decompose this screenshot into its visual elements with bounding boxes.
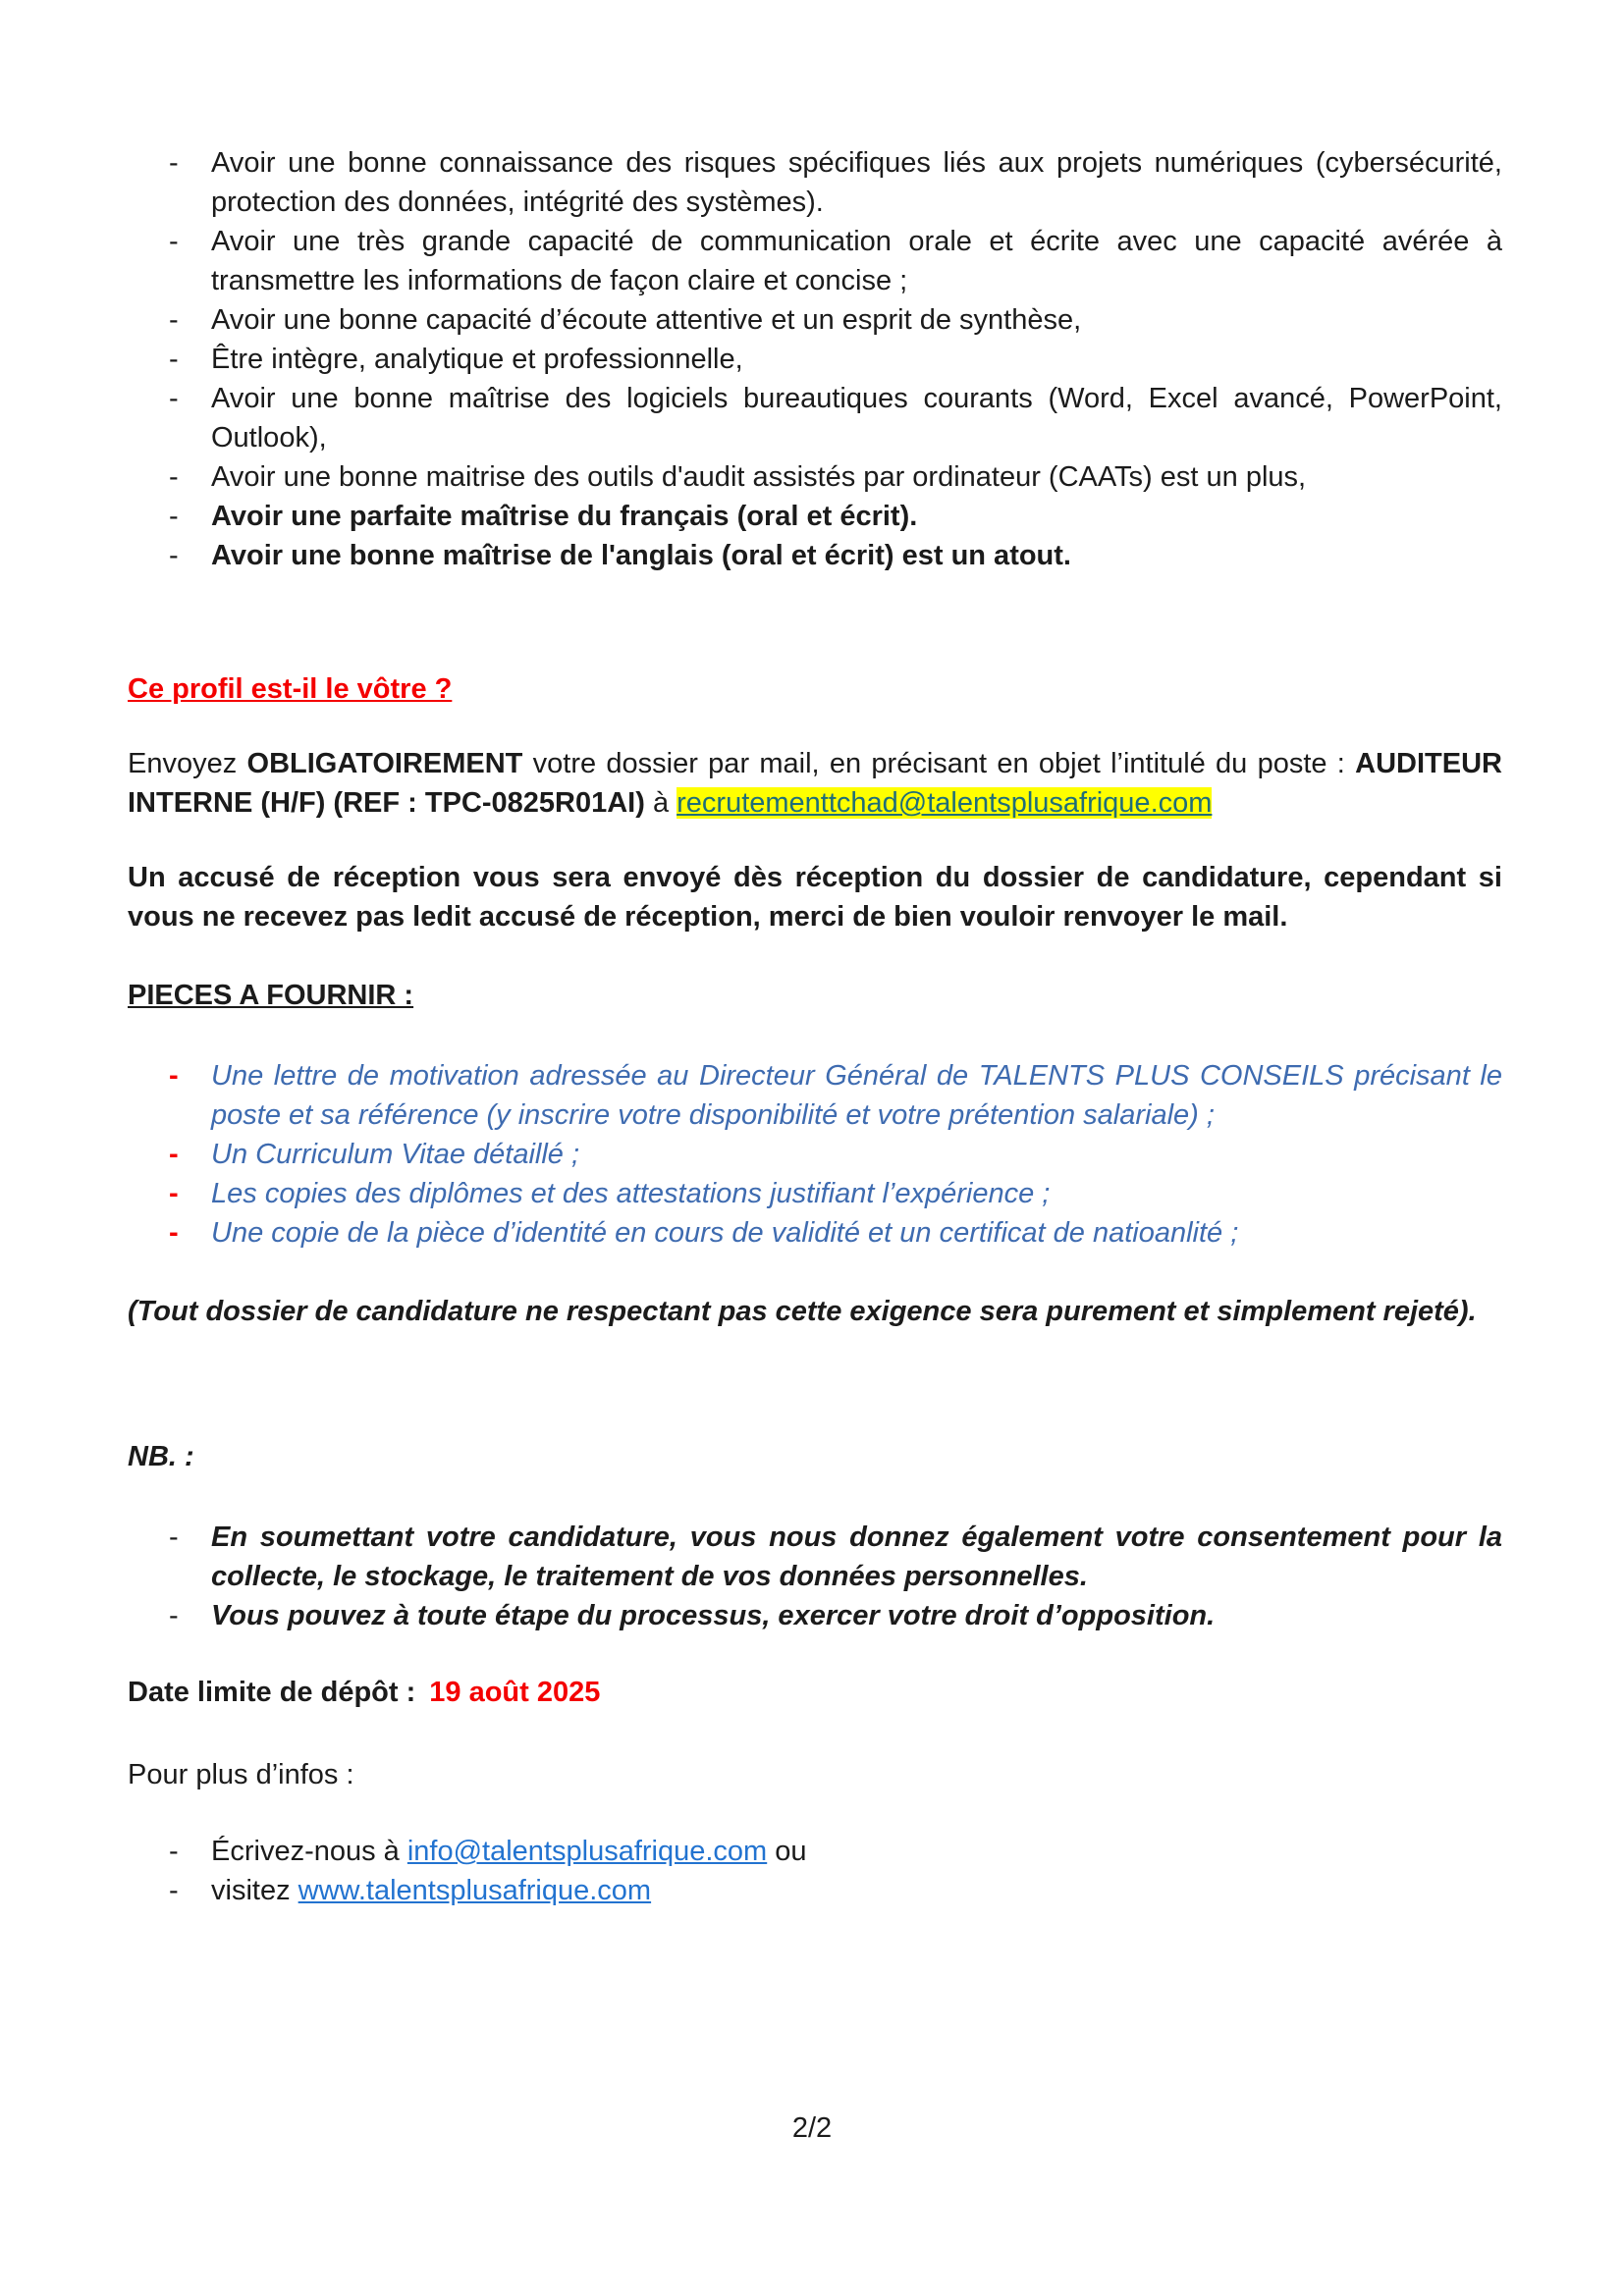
nb-list — [128, 1518, 1502, 1635]
piece-text: Une copie de la pièce d’identité en cours de validité et un certificat de natioanlité ; — [211, 1217, 1239, 1249]
visit-line — [211, 1871, 1502, 1910]
list-item — [128, 1871, 1502, 1910]
bullet-dash: - — [169, 1836, 179, 1867]
apply-text: votre dossier par mail, en précisant en objet l’intitulé du poste : — [522, 748, 1356, 779]
more-info-heading: Pour plus d’infos : — [128, 1759, 354, 1790]
pieces-list — [128, 1056, 1502, 1253]
write-us-text: Écrivez-nous à — [211, 1836, 407, 1867]
bullet-dash: - — [169, 540, 179, 571]
deadline-line — [128, 1673, 1502, 1712]
contact-links-list — [128, 1832, 1502, 1910]
profile-question-heading: Ce profil est-il le vôtre ? — [128, 673, 453, 705]
bullet-dash: - — [169, 1139, 179, 1170]
job-title-ref: AUDITEUR INTERNE (H/F) (REF : TPC-0825R01AI) — [128, 748, 1502, 819]
bullet-dash: - — [169, 383, 179, 414]
qualification-text: Avoir une très grande capacité de communication orale et écrite avec une capacité avérée à transmettre les informations de façon claire et concise ; — [211, 226, 1502, 296]
apply-obligatoirement: OBLIGATOIREMENT — [246, 748, 523, 779]
bullet-dash: - — [169, 344, 179, 375]
bullet-dash: - — [169, 226, 179, 257]
bullet-dash: - — [169, 1178, 179, 1209]
list-item — [128, 143, 1502, 222]
nb-text: Vous pouvez à toute étape du processus, exercer votre droit d’opposition. — [211, 1600, 1216, 1631]
nb-heading: NB. : — [128, 1441, 194, 1472]
bullet-dash: - — [169, 1217, 179, 1249]
list-item — [128, 1596, 1502, 1635]
info-email-link[interactable]: info@talentsplusafrique.com — [406, 1836, 768, 1867]
acknowledgement-paragraph: Un accusé de réception vous sera envoyé dès réception du dossier de candidature, cependant si vous ne recevez pas ledit accusé de réception, merci de bien vouloir renvoyer le mail. — [128, 862, 1502, 933]
piece-text: Les copies des diplômes et des attestations justifiant l’expérience ; — [211, 1178, 1051, 1209]
list-item — [128, 300, 1502, 340]
warning-paragraph: (Tout dossier de candidature ne respectant pas cette exigence sera purement et simplement rejeté). — [128, 1296, 1477, 1327]
apply-paragraph — [128, 744, 1502, 823]
qualification-text: Avoir une bonne capacité d’écoute attentive et un esprit de synthèse, — [211, 304, 1082, 336]
list-item — [128, 1213, 1502, 1253]
apply-text: Envoyez — [128, 748, 247, 779]
nb-text: En soumettant votre candidature, vous nous donnez également votre consentement pour la collecte, le stockage, le traitement de vos données personnelles. — [211, 1522, 1502, 1592]
piece-text: Une lettre de motivation adressée au Directeur Général de TALENTS PLUS CONSEILS précisant le poste et sa référence (y inscrire votre disponibilité et votre prétention salariale) ; — [211, 1060, 1502, 1131]
apply-text: à — [644, 787, 677, 819]
qualifications-list — [128, 143, 1502, 575]
qualification-text: Avoir une bonne connaissance des risques spécifiques liés aux projets numériques (cybersécurité, protection des données, intégrité des systèmes). — [211, 147, 1502, 218]
bullet-dash: - — [169, 501, 179, 532]
write-us-line — [211, 1832, 1502, 1871]
list-item — [128, 1174, 1502, 1213]
qualification-text: Avoir une bonne maitrise des outils d'audit assistés par ordinateur (CAATs) est un plus, — [211, 461, 1307, 493]
list-item — [128, 340, 1502, 379]
qualification-text: Avoir une parfaite maîtrise du français (oral et écrit). — [211, 501, 918, 532]
list-item — [128, 536, 1502, 575]
deadline-label: Date limite de dépôt : — [128, 1677, 416, 1708]
list-item — [128, 1135, 1502, 1174]
recruitment-email-link[interactable]: recrutementtchad@talentsplusafrique.com — [677, 787, 1213, 819]
list-item — [128, 1832, 1502, 1871]
write-us-text: ou — [767, 1836, 807, 1867]
visit-text: visitez — [211, 1875, 298, 1906]
bullet-dash: - — [169, 461, 179, 493]
bullet-dash: - — [169, 147, 179, 179]
bullet-dash: - — [169, 1600, 179, 1631]
qualification-text: Avoir une bonne maîtrise des logiciels bureautiques courants (Word, Excel avancé, PowerPoint, Outlook), — [211, 383, 1502, 454]
list-item — [128, 379, 1502, 457]
website-link[interactable]: www.talentsplusafrique.com — [298, 1875, 652, 1906]
list-item — [128, 497, 1502, 536]
piece-text: Un Curriculum Vitae détaillé ; — [211, 1139, 580, 1170]
qualification-text: Être intègre, analytique et professionnelle, — [211, 344, 743, 375]
deadline-date: 19 août 2025 — [429, 1677, 601, 1708]
bullet-dash: - — [169, 1522, 179, 1553]
page-number: 2/2 — [791, 2112, 833, 2144]
pieces-heading: PIECES A FOURNIR : — [128, 980, 414, 1011]
bullet-dash: - — [169, 1875, 179, 1906]
list-item — [128, 457, 1502, 497]
qualification-text: Avoir une bonne maîtrise de l'anglais (oral et écrit) est un atout. — [211, 540, 1071, 571]
list-item — [128, 1056, 1502, 1135]
bullet-dash: - — [169, 304, 179, 336]
bullet-dash: - — [169, 1060, 179, 1092]
list-item — [128, 222, 1502, 300]
list-item — [128, 1518, 1502, 1596]
